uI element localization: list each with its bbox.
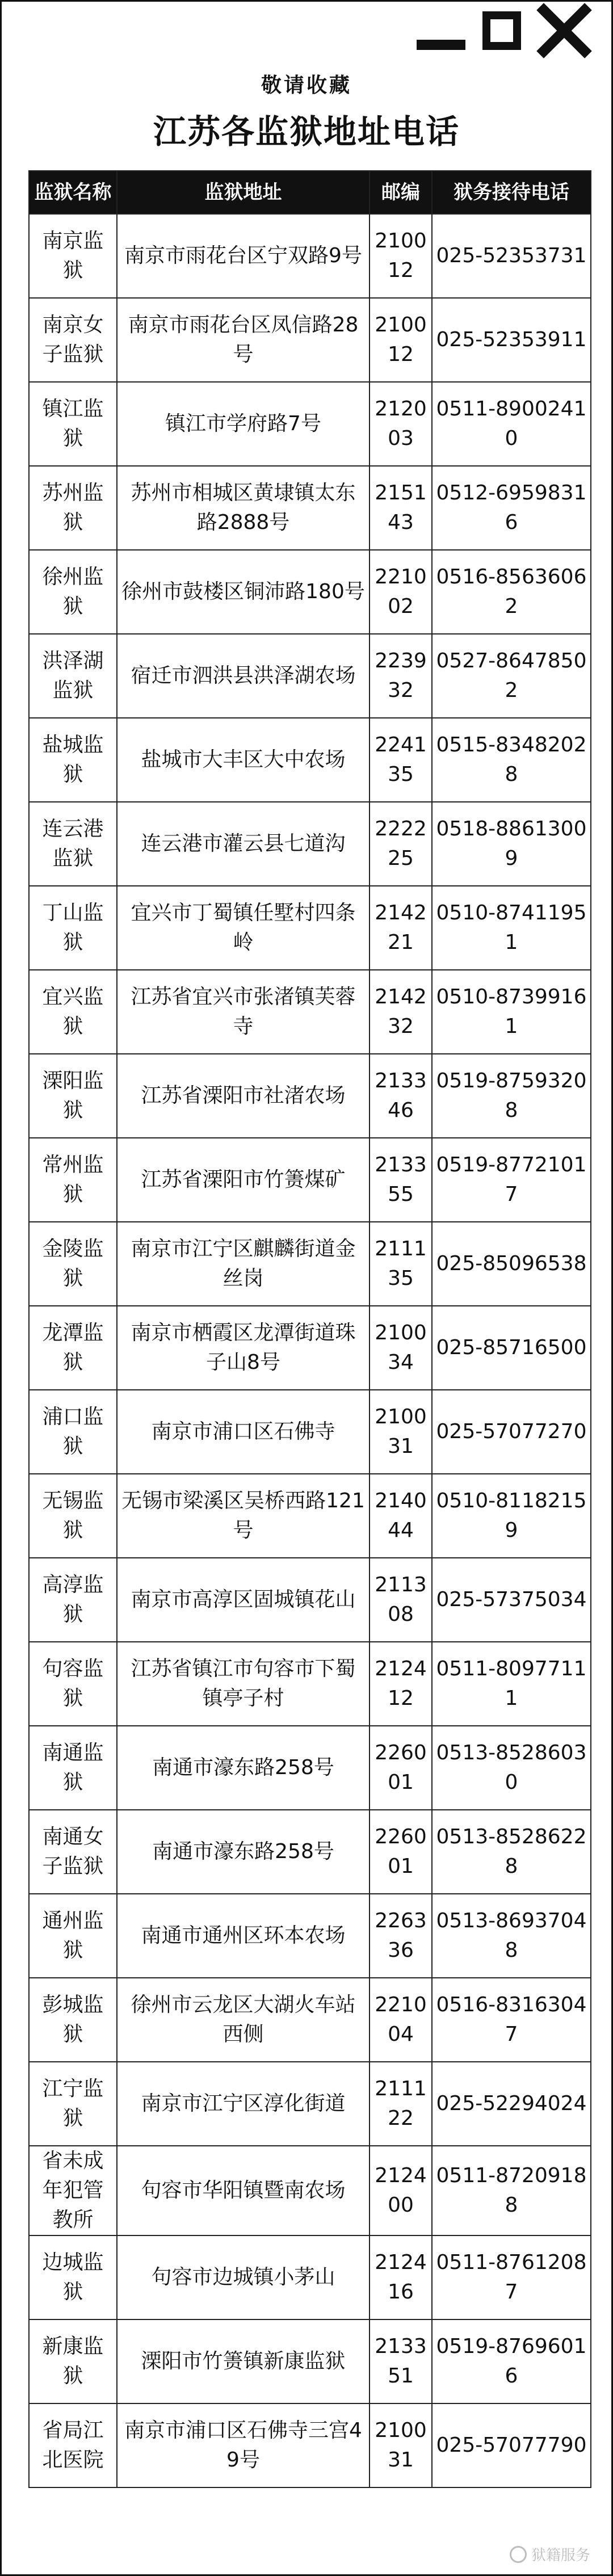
cell-postal-code: 222225 bbox=[370, 802, 432, 886]
table-row bbox=[29, 1222, 591, 1306]
minimize-icon[interactable] bbox=[417, 40, 465, 50]
table-row bbox=[29, 1810, 591, 1894]
cell-postal-code: 212412 bbox=[370, 1642, 432, 1726]
maximize-icon[interactable] bbox=[482, 11, 521, 50]
cell-prison-name: 常州监狱 bbox=[29, 1138, 117, 1222]
cell-phone-number: 0519-87696016 bbox=[432, 2319, 591, 2403]
cell-postal-code: 212400 bbox=[370, 2146, 432, 2235]
cell-phone-number: 0516-83163047 bbox=[432, 1978, 591, 2062]
cell-prison-address: 徐州市鼓楼区铜沛路180号 bbox=[117, 550, 370, 634]
table-body bbox=[29, 214, 591, 2487]
cell-prison-name: 南通女子监狱 bbox=[29, 1810, 117, 1894]
cell-phone-number: 025-57077270 bbox=[432, 1390, 591, 1474]
cell-phone-number: 0511-87209188 bbox=[432, 2146, 591, 2235]
cell-postal-code: 211122 bbox=[370, 2062, 432, 2146]
table-row bbox=[29, 634, 591, 718]
table-row bbox=[29, 382, 591, 466]
cell-postal-code: 221002 bbox=[370, 550, 432, 634]
cell-prison-name: 通州监狱 bbox=[29, 1894, 117, 1978]
cell-prison-name: 金陵监狱 bbox=[29, 1222, 117, 1306]
cell-prison-address: 南京市雨花台区宁双路9号 bbox=[117, 214, 370, 298]
cell-phone-number: 025-85096538 bbox=[432, 1222, 591, 1306]
page-subtitle: 敬请收藏 bbox=[261, 74, 352, 97]
cell-prison-name: 新康监狱 bbox=[29, 2319, 117, 2403]
cell-phone-number: 0513-86937048 bbox=[432, 1894, 591, 1978]
table-row bbox=[29, 970, 591, 1054]
close-icon[interactable] bbox=[538, 5, 590, 57]
cell-prison-address: 南京市江宁区麒麟街道金丝岗 bbox=[117, 1222, 370, 1306]
table-row bbox=[29, 1306, 591, 1390]
table-row bbox=[29, 886, 591, 970]
cell-postal-code: 213351 bbox=[370, 2319, 432, 2403]
cell-phone-number: 0512-69598316 bbox=[432, 466, 591, 550]
table-row bbox=[29, 2146, 591, 2235]
cell-postal-code: 221004 bbox=[370, 1978, 432, 2062]
prison-table bbox=[28, 170, 591, 2488]
cell-phone-number: 0511-80977111 bbox=[432, 1642, 591, 1726]
cell-phone-number: 0518-88613009 bbox=[432, 802, 591, 886]
cell-prison-name: 省未成年犯管教所 bbox=[29, 2146, 117, 2235]
cell-phone-number: 0519-87721017 bbox=[432, 1138, 591, 1222]
cell-prison-address: 南京市浦口区石佛寺 bbox=[117, 1390, 370, 1474]
cell-prison-name: 无锡监狱 bbox=[29, 1474, 117, 1558]
cell-prison-name: 高淳监狱 bbox=[29, 1558, 117, 1642]
cell-postal-code: 211308 bbox=[370, 1558, 432, 1642]
cell-phone-number: 0527-86478502 bbox=[432, 634, 591, 718]
window-controls bbox=[417, 5, 590, 57]
cell-prison-name: 彭城监狱 bbox=[29, 1978, 117, 2062]
cell-prison-name: 边城监狱 bbox=[29, 2235, 117, 2319]
cell-postal-code: 212003 bbox=[370, 382, 432, 466]
cell-prison-name: 南通监狱 bbox=[29, 1726, 117, 1810]
cell-postal-code: 210034 bbox=[370, 1306, 432, 1390]
cell-postal-code: 223932 bbox=[370, 634, 432, 718]
cell-prison-name: 江宁监狱 bbox=[29, 2062, 117, 2146]
cell-postal-code: 226001 bbox=[370, 1726, 432, 1810]
cell-prison-address: 南通市通州区环本农场 bbox=[117, 1894, 370, 1978]
table-row bbox=[29, 2403, 591, 2487]
table-row bbox=[29, 1978, 591, 2062]
table-row bbox=[29, 214, 591, 298]
cell-prison-address: 无锡市梁溪区吴桥西路121号 bbox=[117, 1474, 370, 1558]
cell-prison-address: 镇江市学府路7号 bbox=[117, 382, 370, 466]
table-row bbox=[29, 1390, 591, 1474]
cell-prison-name: 洪泽湖监狱 bbox=[29, 634, 117, 718]
table-row bbox=[29, 1894, 591, 1978]
cell-prison-address: 南通市濠东路258号 bbox=[117, 1810, 370, 1894]
table-row bbox=[29, 1138, 591, 1222]
cell-phone-number: 0515-83482028 bbox=[432, 718, 591, 802]
cell-prison-address: 南京市浦口区石佛寺三宫49号 bbox=[117, 2403, 370, 2487]
table-header-row bbox=[29, 171, 591, 214]
cell-prison-address: 徐州市云龙区大湖火车站西侧 bbox=[117, 1978, 370, 2062]
cell-postal-code: 226336 bbox=[370, 1894, 432, 1978]
table-row bbox=[29, 1054, 591, 1138]
cell-phone-number: 025-52353911 bbox=[432, 298, 591, 382]
cell-prison-name: 宜兴监狱 bbox=[29, 970, 117, 1054]
cell-prison-address: 江苏省宜兴市张渚镇芙蓉寺 bbox=[117, 970, 370, 1054]
cell-postal-code: 224135 bbox=[370, 718, 432, 802]
cell-phone-number: 0510-87411951 bbox=[432, 886, 591, 970]
cell-phone-number: 025-57375034 bbox=[432, 1558, 591, 1642]
column-header-phone: 狱务接待电话 bbox=[432, 171, 591, 214]
table-row bbox=[29, 1642, 591, 1726]
cell-prison-name: 龙潭监狱 bbox=[29, 1306, 117, 1390]
cell-prison-address: 苏州市相城区黄埭镇太东路2888号 bbox=[117, 466, 370, 550]
cell-prison-name: 溧阳监狱 bbox=[29, 1054, 117, 1138]
cell-prison-address: 溧阳市竹箦镇新康监狱 bbox=[117, 2319, 370, 2403]
watermark bbox=[510, 2544, 590, 2565]
cell-prison-address: 连云港市灌云县七道沟 bbox=[117, 802, 370, 886]
cell-postal-code: 210031 bbox=[370, 2403, 432, 2487]
cell-prison-name: 南京监狱 bbox=[29, 214, 117, 298]
cell-postal-code: 210012 bbox=[370, 298, 432, 382]
cell-phone-number: 025-52353731 bbox=[432, 214, 591, 298]
cell-postal-code: 214232 bbox=[370, 970, 432, 1054]
cell-prison-name: 丁山监狱 bbox=[29, 886, 117, 970]
table-row bbox=[29, 2319, 591, 2403]
cell-prison-name: 省局江北医院 bbox=[29, 2403, 117, 2487]
cell-prison-address: 南京市高淳区固城镇花山 bbox=[117, 1558, 370, 1642]
cell-prison-name: 镇江监狱 bbox=[29, 382, 117, 466]
cell-prison-address: 宜兴市丁蜀镇任墅村四条岭 bbox=[117, 886, 370, 970]
table-row bbox=[29, 802, 591, 886]
cell-prison-name: 徐州监狱 bbox=[29, 550, 117, 634]
cell-postal-code: 210031 bbox=[370, 1390, 432, 1474]
column-header-name: 监狱名称 bbox=[29, 171, 117, 214]
cell-prison-name: 连云港监狱 bbox=[29, 802, 117, 886]
cell-prison-address: 盐城市大丰区大中农场 bbox=[117, 718, 370, 802]
cell-prison-address: 宿迁市泗洪县洪泽湖农场 bbox=[117, 634, 370, 718]
cell-phone-number: 0513-85286228 bbox=[432, 1810, 591, 1894]
cell-postal-code: 215143 bbox=[370, 466, 432, 550]
cell-phone-number: 0519-87593208 bbox=[432, 1054, 591, 1138]
table-row bbox=[29, 298, 591, 382]
cell-postal-code: 213355 bbox=[370, 1138, 432, 1222]
cell-phone-number: 0513-85286030 bbox=[432, 1726, 591, 1810]
cell-prison-address: 江苏省溧阳市社渚农场 bbox=[117, 1054, 370, 1138]
watermark-logo-icon bbox=[510, 2546, 527, 2563]
cell-prison-address: 南京市栖霞区龙潭街道珠子山8号 bbox=[117, 1306, 370, 1390]
cell-prison-address: 句容市边城镇小茅山 bbox=[117, 2235, 370, 2319]
watermark-text: 狱籍服务 bbox=[531, 2547, 590, 2564]
cell-phone-number: 025-85716500 bbox=[432, 1306, 591, 1390]
cell-phone-number: 0510-87399161 bbox=[432, 970, 591, 1054]
page-title: 江苏各监狱地址电话 bbox=[153, 112, 460, 151]
cell-prison-address: 江苏省镇江市句容市下蜀镇亭子村 bbox=[117, 1642, 370, 1726]
table-row bbox=[29, 718, 591, 802]
cell-phone-number: 0511-89002410 bbox=[432, 382, 591, 466]
table-row bbox=[29, 1726, 591, 1810]
cell-prison-name: 苏州监狱 bbox=[29, 466, 117, 550]
cell-prison-address: 句容市华阳镇暨南农场 bbox=[117, 2146, 370, 2235]
table-row bbox=[29, 466, 591, 550]
cell-postal-code: 226001 bbox=[370, 1810, 432, 1894]
table-row bbox=[29, 550, 591, 634]
cell-postal-code: 213346 bbox=[370, 1054, 432, 1138]
cell-postal-code: 214044 bbox=[370, 1474, 432, 1558]
cell-prison-name: 南京女子监狱 bbox=[29, 298, 117, 382]
cell-prison-address: 江苏省溧阳市竹箦煤矿 bbox=[117, 1138, 370, 1222]
cell-phone-number: 025-52294024 bbox=[432, 2062, 591, 2146]
cell-prison-name: 盐城监狱 bbox=[29, 718, 117, 802]
cell-prison-address: 南通市濠东路258号 bbox=[117, 1726, 370, 1810]
column-header-zip: 邮编 bbox=[370, 171, 432, 214]
cell-prison-address: 南京市雨花台区凤信路28号 bbox=[117, 298, 370, 382]
cell-phone-number: 0511-87612087 bbox=[432, 2235, 591, 2319]
column-header-address: 监狱地址 bbox=[117, 171, 370, 214]
cell-postal-code: 211135 bbox=[370, 1222, 432, 1306]
cell-prison-name: 浦口监狱 bbox=[29, 1390, 117, 1474]
cell-postal-code: 210012 bbox=[370, 214, 432, 298]
cell-postal-code: 212416 bbox=[370, 2235, 432, 2319]
cell-phone-number: 0510-81182159 bbox=[432, 1474, 591, 1558]
table-row bbox=[29, 1558, 591, 1642]
cell-phone-number: 025-57077790 bbox=[432, 2403, 591, 2487]
cell-prison-address: 南京市江宁区淳化街道 bbox=[117, 2062, 370, 2146]
cell-postal-code: 214221 bbox=[370, 886, 432, 970]
table-row bbox=[29, 1474, 591, 1558]
table-row bbox=[29, 2235, 591, 2319]
cell-prison-name: 句容监狱 bbox=[29, 1642, 117, 1726]
table-row bbox=[29, 2062, 591, 2146]
cell-phone-number: 0516-85636062 bbox=[432, 550, 591, 634]
